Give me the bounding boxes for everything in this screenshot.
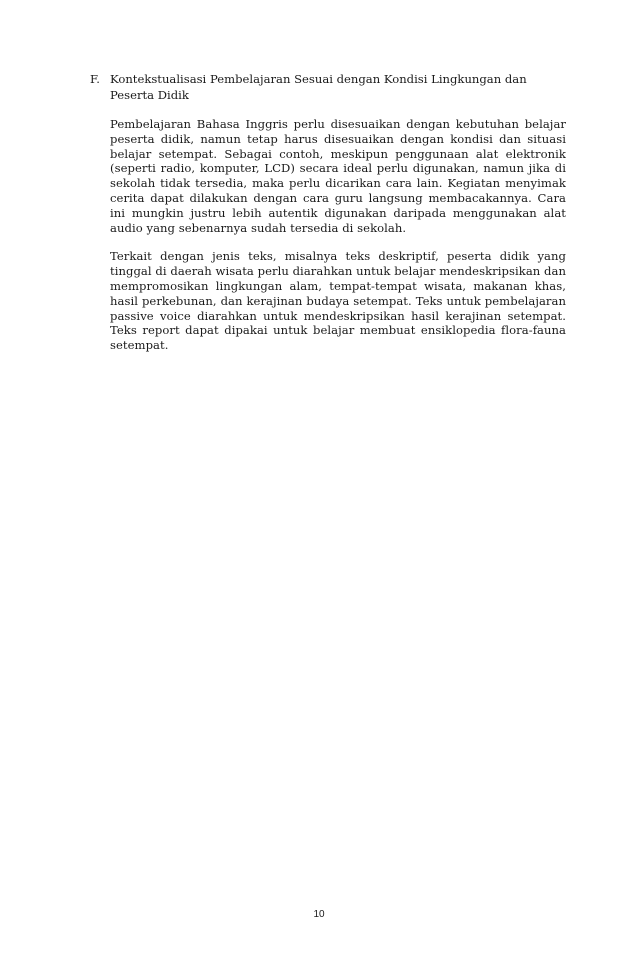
page-number: 10 [313,909,325,920]
section-marker: F. [90,72,100,86]
section-body [110,117,566,353]
section-heading [90,72,566,103]
section-f [90,72,566,367]
paragraph-2: Terkait dengan jenis teks, misalnya teks deskriptif, peserta didik yang tinggal di daerah wisata perlu diarahkan untuk belajar mendeskripsikan dan mempromosikan lingkungan alam, tempat-tempat wisata, makanan khas, hasil perkebunan, dan kerajinan budaya setempat. Teks untuk pembelajaran passive voice diarahkan untuk mendeskripsikan hasil kerajinan setempat. Teks report dapat dipakai untuk belajar membuat ensiklopedia flora-fauna setempat. [110,249,566,353]
paragraph-1: Pembelajaran Bahasa Inggris perlu disesuaikan dengan kebutuhan belajar peserta didik, namun tetap harus disesuaikan dengan kondisi dan situasi belajar setempat. Sebagai contoh, meskipun penggunaan alat elektronik (seperti radio, komputer, LCD) secara ideal perlu digunakan, namun jika di sekolah tidak tersedia, maka perlu dicarikan cara lain. Kegiatan menyimak cerita dapat dilakukan dengan cara guru langsung membacakannya. Cara ini mungkin justru lebih autentik digunakan daripada menggunakan alat audio yang sebenarnya sudah tersedia di sekolah. [110,117,566,235]
section-title: Kontekstualisasi Pembelajaran Sesuai dengan Kondisi Lingkungan dan Peserta Didik [110,72,527,102]
